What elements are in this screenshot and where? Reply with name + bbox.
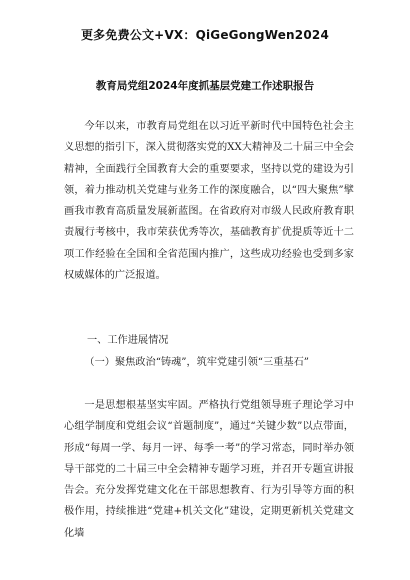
body-paragraph: 一是思想根基坚实牢固。严格执行党组领导班子理论学习中心组学制度和党组会议“首题制度”，通过“关键少数”以点带面，形成“每周一学、每月一评、每季一考”的学习常态，同时举办领导干部党的二十届三中全会精神专题学习班，并召开专题宣讲报告会。充分发挥党建文化在干部思想教育、行为引导等方面的积极作用，持续推进“党建+机关文化”建设，定期更新机关党建文化墙 (64, 400, 354, 539)
document-title: 教育局党组2024年度抓基层党建工作述职报告 (95, 80, 315, 92)
promo-banner: 更多免费公文+VX：QiGeGongWen2024 (80, 28, 329, 42)
subsection-heading: （一）聚焦政治“铸魂”，筑牢党建引领“三重基石” (84, 357, 309, 368)
intro-paragraph: 今年以来，市教育局党组在以习近平新时代中国特色社会主义思想的指引下，深入贯彻落实党的XX大精神及二十届三中全会精神，全面践行全国教育大会的重要要求，坚持以党的建设为引领，着力推动机关党建与业务工作的深度融合，以“四大聚焦”擘画我市教育高质量发展新蓝图。在省政府对市级人民政府教育职责履行考核中，我市荣获优秀等次，基础教育扩优提质等近十二项工作经验在全国和全省范围内推广，这些成功经验也受到多家权威媒体的广泛报道。 (64, 121, 354, 282)
section-heading: 一、工作进展情况 (87, 335, 169, 346)
